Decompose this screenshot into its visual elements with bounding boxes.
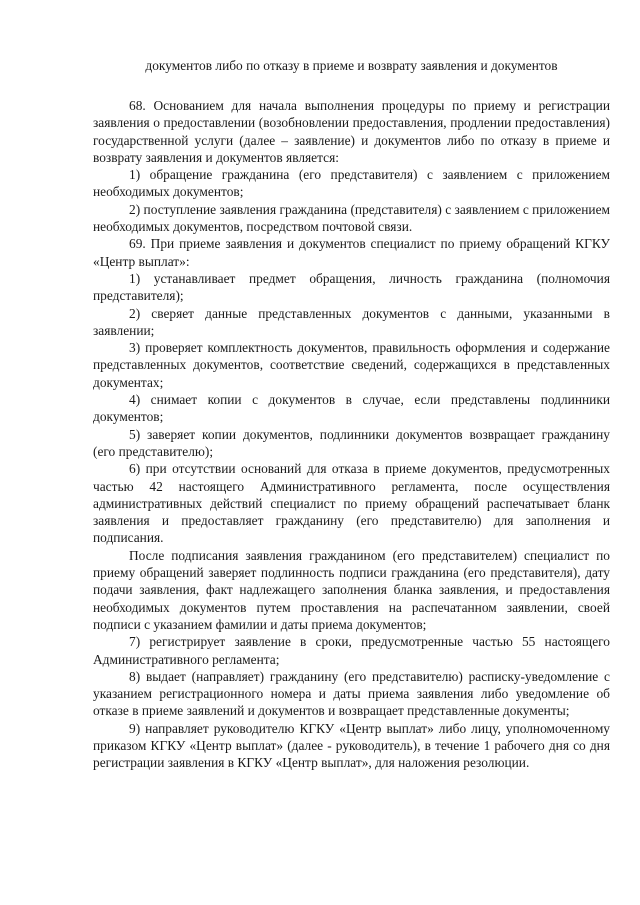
paragraph-69-item-7: 7) регистрирует заявление в сроки, предусмотренные частью 55 настоящего Административного регламента;	[93, 634, 610, 667]
paragraph-69-item-6: 6) при отсутствии оснований для отказа в приеме документов, предусмотренных частью 42 настоящего Административного регламента, после осуществления административных действий специалист по приему обращений распечатывает бланк заявления и предоставляет гражданину (его представителю) для заполнения и подписания.	[93, 461, 610, 546]
paragraph-69-item-5: 5) заверяет копии документов, подлинники документов возвращает гражданину (его представителю);	[93, 426, 610, 459]
paragraph-68-item-1: 1) обращение гражданина (его представителя) с заявлением с приложением необходимых документов;	[93, 167, 610, 200]
paragraph-69-intro: 69. При приеме заявления и документов специалист по приему обращений КГКУ «Центр выплат»:	[93, 236, 610, 269]
continued-heading-line: документов либо по отказу в приеме и возврату заявления и документов	[145, 58, 558, 73]
paragraph-69-item-2: 2) сверяет данные представленных документов с данными, указанными в заявлении;	[93, 305, 610, 338]
paragraph-69-item-9: 9) направляет руководителю КГКУ «Центр выплат» либо лицу, уполномоченному приказом КГКУ «Центр выплат» (далее - руководитель), в течение 1 рабочего дня со дня регистрации заявления в КГКУ «Центр выплат», для наложения резолюции.	[93, 720, 610, 771]
paragraph-69-item-8: 8) выдает (направляет) гражданину (его представителю) расписку-уведомление с указанием регистрационного номера и даты приема заявления либо уведомление об отказе в приеме заявлений и документов и возвращает представленные документы;	[93, 668, 610, 719]
paragraph-68-item-2: 2) поступление заявления гражданина (представителя) с заявлением с приложением необходимых документов, посредством почтовой связи.	[93, 201, 610, 235]
paragraph-69-item-1: 1) устанавливает предмет обращения, личность гражданина (полномочия представителя);	[93, 270, 610, 304]
paragraph-69-item-3: 3) проверяет комплектность документов, правильность оформления и содержание представленных документов, соответствие сведений, содержащихся в представленных документах;	[93, 340, 610, 390]
paragraph-69-item-6-continued: После подписания заявления гражданином (его представителем) специалист по приему обращений заверяет подлинность подписи гражданина (его представителя), дату подачи заявления, факт надлежащего заполнения бланка заявления, и предоставления необходимых документов путем проставления на распечатанном заявлении, своей подписи с указанием фамилии и даты приема документов;	[93, 547, 610, 632]
paragraph-68-intro: 68. Основанием для начала выполнения процедуры по приему и регистрации заявления о предоставлении (возобновлении предоставления, продлении предоставления) государственной услуги (далее – заявление) и документов либо по отказу в приеме и возврату заявления и документов является:	[93, 98, 610, 165]
paragraph-69-item-4: 4) снимает копии с документов в случае, если представлены подлинники документов;	[93, 392, 610, 425]
